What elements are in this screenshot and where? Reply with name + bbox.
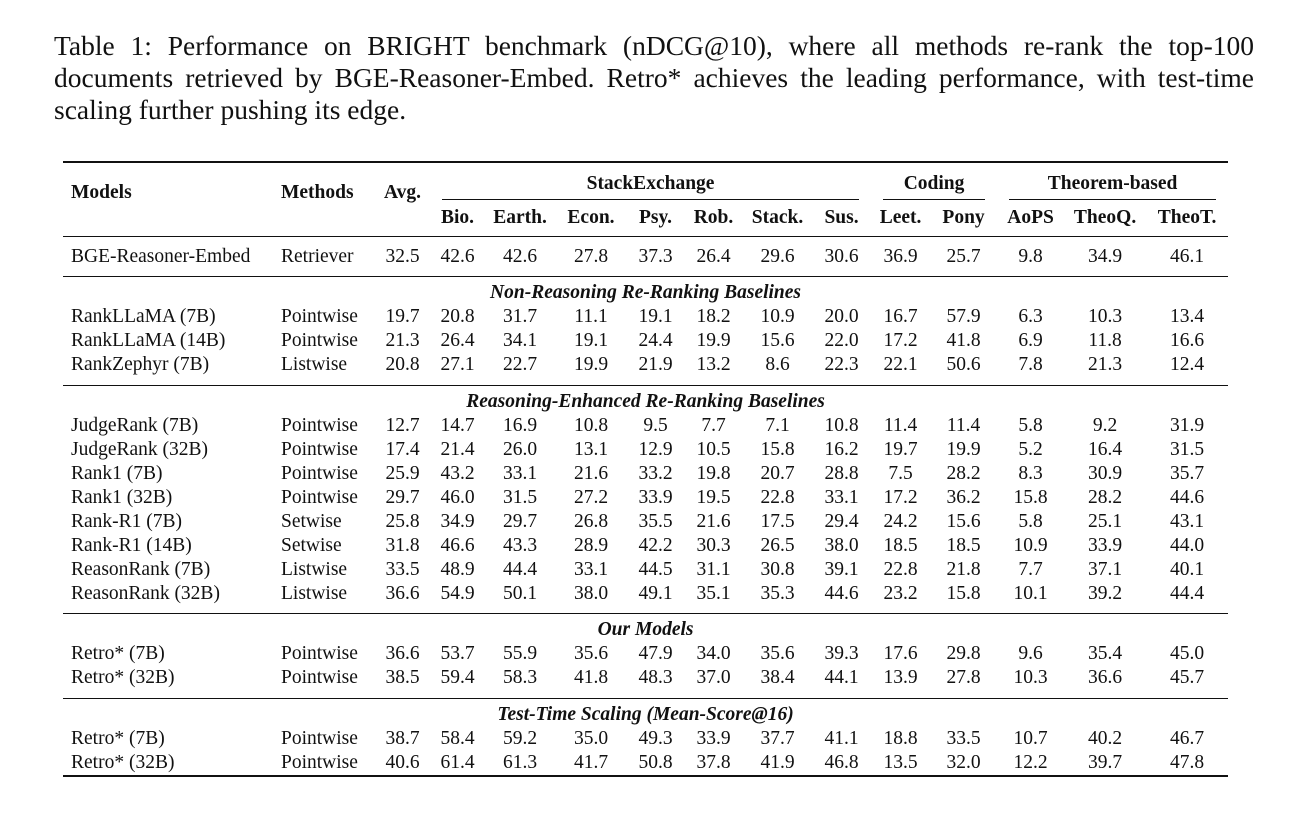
score-cell: 22.3: [824, 354, 859, 375]
score-cell: 28.9: [573, 534, 609, 556]
column-header: Pony: [942, 207, 985, 228]
score-cell: 54.9: [440, 582, 475, 604]
method-name: Pointwise: [281, 727, 358, 749]
score-cell: 29.7: [502, 510, 538, 532]
score-cell: 25.9: [385, 462, 420, 484]
score-cell: 37.8: [684, 751, 743, 776]
score-cell: 7.1: [765, 414, 790, 436]
score-cell: 40.1: [1170, 558, 1205, 580]
score-cell: 16.7: [883, 306, 918, 327]
table-row: [63, 486, 1228, 510]
score-cell: 39.2: [1088, 582, 1123, 604]
score-cell: 21.8: [946, 558, 981, 580]
score-cell: 21.6: [696, 510, 731, 532]
model-name: Retro* (32B): [63, 751, 275, 776]
score-cell: 34.1: [502, 330, 538, 351]
score-cell: 21.9: [638, 354, 673, 375]
score-cell: 21.4: [440, 438, 475, 460]
header-models: Models: [63, 162, 275, 237]
model-name: Rank-R1 (7B): [71, 510, 183, 532]
model-name: ReasonRank (7B): [71, 558, 211, 580]
score-cell: 30.3: [696, 534, 731, 556]
score-cell: 6.3: [1018, 306, 1043, 327]
score-cell: 33.1: [824, 486, 859, 508]
score-cell: 25.8: [385, 510, 420, 532]
table-caption: Table 1: Performance on BRIGHT benchmark (nDCG@10), where all methods re-rank the top-100 documents retrieved by BGE-Reasoner-Embed. Retro* achieves the leading performance, with test-time scaling further pushing its edge.: [54, 30, 1254, 125]
score-cell: 16.4: [1088, 438, 1123, 460]
score-cell: 58.4: [440, 727, 475, 749]
score-cell: 12.4: [1170, 354, 1205, 375]
header-row-groups: [63, 162, 1228, 200]
score-cell: 46.6: [440, 534, 475, 556]
score-cell: 27.8: [555, 237, 627, 277]
score-cell: 5.8: [1018, 414, 1043, 436]
score-cell: 22.1: [883, 354, 918, 375]
section-header: [63, 385, 1228, 414]
column-header: Sus.: [824, 207, 859, 228]
score-cell: 12.7: [385, 414, 420, 436]
score-cell: 42.6: [430, 237, 485, 277]
section-title: Reasoning-Enhanced Re-Ranking Baselines: [63, 385, 1228, 414]
section-header: [63, 698, 1228, 727]
score-cell: 44.5: [638, 558, 673, 580]
score-cell: 34.9: [440, 510, 475, 532]
score-cell: 43.3: [502, 534, 538, 556]
score-cell: 35.1: [696, 582, 731, 604]
results-table: [63, 161, 1228, 777]
score-cell: 25.1: [1088, 510, 1123, 532]
score-cell: 33.9: [1088, 534, 1123, 556]
score-cell: 19.1: [573, 330, 609, 351]
score-cell: 36.2: [946, 486, 981, 508]
score-cell: 42.2: [638, 534, 673, 556]
score-cell: 29.7: [385, 486, 420, 508]
score-cell: 31.5: [1170, 438, 1205, 460]
group-coding: Coding: [883, 169, 985, 200]
score-cell: 10.9: [1013, 534, 1048, 556]
score-cell: 23.2: [883, 582, 918, 604]
score-cell: 50.1: [502, 582, 538, 604]
method-name: Retriever: [275, 237, 375, 277]
score-cell: 29.6: [743, 237, 812, 277]
score-cell: 16.6: [1170, 330, 1205, 351]
column-header: Stack.: [751, 207, 804, 228]
section-spacer: [63, 690, 1228, 698]
method-name: Pointwise: [281, 306, 358, 327]
score-cell: 44.1: [824, 667, 859, 688]
section-title: Non-Reasoning Re-Ranking Baselines: [63, 277, 1228, 306]
model-name: RankZephyr (7B): [71, 354, 210, 375]
score-cell: 33.1: [573, 558, 609, 580]
score-cell: 9.2: [1092, 414, 1118, 436]
score-cell: 15.8: [760, 438, 795, 460]
score-cell: 34.9: [1064, 237, 1146, 277]
score-cell: 37.1: [1088, 558, 1123, 580]
table-row: [63, 305, 1228, 329]
score-cell: 19.5: [696, 486, 731, 508]
model-name: RankLLaMA (7B): [71, 306, 216, 327]
score-cell: 44.4: [502, 558, 538, 580]
score-cell: 17.2: [883, 330, 918, 351]
score-cell: 10.9: [760, 306, 795, 327]
score-cell: 13.4: [1170, 306, 1205, 327]
score-cell: 21.3: [1088, 354, 1123, 375]
score-cell: 17.4: [385, 438, 420, 460]
score-cell: 38.7: [385, 727, 420, 749]
score-cell: 19.8: [696, 462, 731, 484]
header-methods: Methods: [275, 162, 375, 237]
score-cell: 12.2: [997, 751, 1064, 776]
score-cell: 33.9: [696, 727, 731, 749]
score-cell: 35.3: [760, 582, 795, 604]
score-cell: 21.6: [573, 462, 609, 484]
score-cell: 9.8: [997, 237, 1064, 277]
score-cell: 32.5: [375, 237, 430, 277]
score-cell: 15.6: [946, 510, 981, 532]
score-cell: 47.9: [638, 643, 673, 664]
score-cell: 46.7: [1170, 727, 1205, 749]
column-header: Psy.: [638, 207, 673, 228]
score-cell: 41.8: [946, 330, 981, 351]
score-cell: 8.3: [1018, 462, 1043, 484]
score-cell: 49.1: [638, 582, 673, 604]
score-cell: 38.0: [573, 582, 609, 604]
score-cell: 27.2: [573, 486, 609, 508]
score-cell: 16.9: [502, 414, 538, 436]
score-cell: 11.4: [946, 414, 981, 436]
column-header: TheoT.: [1157, 207, 1217, 228]
score-cell: 38.5: [385, 667, 420, 688]
table-row: [63, 642, 1228, 666]
score-cell: 55.9: [502, 643, 538, 664]
score-cell: 19.1: [638, 306, 673, 327]
score-cell: 19.9: [573, 354, 609, 375]
score-cell: 39.3: [824, 643, 859, 664]
method-name: Pointwise: [281, 462, 358, 484]
score-cell: 44.4: [1170, 582, 1205, 604]
score-cell: 7.8: [1018, 354, 1043, 375]
score-cell: 20.0: [824, 306, 859, 327]
method-name: Listwise: [281, 354, 348, 375]
method-name: Pointwise: [281, 330, 358, 351]
table-row: [63, 751, 1228, 776]
score-cell: 40.2: [1088, 727, 1123, 749]
score-cell: 28.2: [1088, 486, 1123, 508]
score-cell: 27.1: [440, 354, 475, 375]
score-cell: 38.0: [824, 534, 859, 556]
score-cell: 13.2: [696, 354, 731, 375]
score-cell: 10.3: [1013, 667, 1048, 688]
score-cell: 47.8: [1146, 751, 1228, 776]
score-cell: 29.8: [946, 643, 981, 664]
score-cell: 26.0: [502, 438, 538, 460]
table-row: [63, 462, 1228, 486]
score-cell: 7.7: [1018, 558, 1043, 580]
table-row: [63, 438, 1228, 462]
table-row: [63, 237, 1228, 277]
method-name: Listwise: [281, 582, 348, 604]
score-cell: 41.1: [824, 727, 859, 749]
table-row: [63, 414, 1228, 438]
score-cell: 43.2: [440, 462, 475, 484]
score-cell: 36.6: [385, 643, 420, 664]
score-cell: 22.0: [824, 330, 859, 351]
group-stackexchange: StackExchange: [442, 169, 859, 200]
model-name: JudgeRank (7B): [71, 414, 199, 436]
score-cell: 19.9: [696, 330, 731, 351]
score-cell: 18.8: [883, 727, 918, 749]
section-title: Our Models: [63, 614, 1228, 643]
score-cell: 35.7: [1170, 462, 1205, 484]
score-cell: 19.7: [883, 438, 918, 460]
score-cell: 20.8: [440, 306, 475, 327]
score-cell: 6.9: [1018, 330, 1043, 351]
score-cell: 37.7: [760, 727, 795, 749]
section-spacer: [63, 606, 1228, 614]
score-cell: 27.8: [946, 667, 981, 688]
score-cell: 46.8: [812, 751, 871, 776]
model-name: Rank-R1 (14B): [71, 534, 192, 556]
score-cell: 43.1: [1170, 510, 1205, 532]
section-title: Test-Time Scaling (Mean-Score@16): [63, 698, 1228, 727]
score-cell: 33.9: [638, 486, 673, 508]
method-name: Pointwise: [281, 643, 358, 664]
score-cell: 17.2: [883, 486, 918, 508]
score-cell: 33.5: [946, 727, 981, 749]
score-cell: 59.2: [502, 727, 538, 749]
score-cell: 13.5: [871, 751, 930, 776]
score-cell: 25.7: [930, 237, 997, 277]
score-cell: 26.8: [573, 510, 609, 532]
score-cell: 24.4: [638, 330, 673, 351]
model-name: Rank1 (7B): [71, 462, 163, 484]
score-cell: 35.6: [760, 643, 795, 664]
score-cell: 7.5: [888, 462, 913, 484]
score-cell: 22.8: [883, 558, 918, 580]
section-header: [63, 277, 1228, 306]
score-cell: 20.8: [385, 354, 420, 375]
score-cell: 39.7: [1064, 751, 1146, 776]
column-header: Rob.: [693, 207, 734, 228]
column-header: AoPS: [1007, 207, 1054, 228]
score-cell: 15.6: [760, 330, 795, 351]
score-cell: 58.3: [502, 667, 538, 688]
score-cell: 35.5: [638, 510, 673, 532]
score-cell: 10.8: [573, 414, 609, 436]
model-name: Retro* (7B): [71, 643, 165, 664]
table-row: [63, 582, 1228, 606]
method-name: Pointwise: [281, 414, 358, 436]
score-cell: 45.0: [1170, 643, 1205, 664]
method-name: Setwise: [281, 510, 342, 532]
score-cell: 19.7: [385, 306, 420, 327]
score-cell: 38.4: [760, 667, 795, 688]
score-cell: 10.1: [1013, 582, 1048, 604]
score-cell: 45.7: [1170, 667, 1205, 688]
score-cell: 61.4: [430, 751, 485, 776]
score-cell: 42.6: [485, 237, 555, 277]
score-cell: 15.8: [1013, 486, 1048, 508]
score-cell: 11.4: [883, 414, 918, 436]
score-cell: 44.6: [824, 582, 859, 604]
score-cell: 18.2: [696, 306, 731, 327]
score-cell: 31.7: [502, 306, 538, 327]
score-cell: 48.3: [638, 667, 673, 688]
table-row: [63, 727, 1228, 751]
score-cell: 5.2: [1018, 438, 1043, 460]
column-header: Bio.: [440, 207, 475, 228]
score-cell: 48.9: [440, 558, 475, 580]
score-cell: 10.8: [824, 414, 859, 436]
score-cell: 36.9: [871, 237, 930, 277]
score-cell: 26.5: [760, 534, 795, 556]
method-name: Pointwise: [281, 486, 358, 508]
score-cell: 26.4: [684, 237, 743, 277]
table-row: [63, 510, 1228, 534]
score-cell: 5.8: [1018, 510, 1043, 532]
column-header: Econ.: [567, 207, 615, 228]
score-cell: 17.6: [883, 643, 918, 664]
score-cell: 7.7: [701, 414, 726, 436]
section-spacer: [63, 377, 1228, 385]
score-cell: 49.3: [638, 727, 673, 749]
table-row: [63, 558, 1228, 582]
score-cell: 10.5: [696, 438, 731, 460]
score-cell: 9.5: [643, 414, 668, 436]
score-cell: 30.9: [1088, 462, 1123, 484]
score-cell: 36.6: [385, 582, 420, 604]
score-cell: 29.4: [824, 510, 859, 532]
model-name: RankLLaMA (14B): [71, 330, 226, 351]
score-cell: 10.3: [1088, 306, 1123, 327]
method-name: Pointwise: [275, 751, 375, 776]
score-cell: 28.8: [824, 462, 859, 484]
score-cell: 31.5: [502, 486, 538, 508]
score-cell: 41.9: [743, 751, 812, 776]
score-cell: 20.7: [760, 462, 795, 484]
score-cell: 30.6: [812, 237, 871, 277]
score-cell: 26.4: [440, 330, 475, 351]
score-cell: 14.7: [440, 414, 475, 436]
score-cell: 37.0: [696, 667, 731, 688]
section-header: [63, 614, 1228, 643]
score-cell: 30.8: [760, 558, 795, 580]
score-cell: 21.3: [385, 330, 420, 351]
score-cell: 13.9: [883, 667, 918, 688]
score-cell: 10.7: [1013, 727, 1048, 749]
score-cell: 13.1: [573, 438, 609, 460]
score-cell: 19.9: [946, 438, 981, 460]
score-cell: 15.8: [946, 582, 981, 604]
method-name: Setwise: [281, 534, 342, 556]
score-cell: 61.3: [485, 751, 555, 776]
score-cell: 33.5: [385, 558, 420, 580]
model-name: JudgeRank (32B): [71, 438, 209, 460]
score-cell: 39.1: [824, 558, 859, 580]
score-cell: 33.2: [638, 462, 673, 484]
score-cell: 41.7: [555, 751, 627, 776]
score-cell: 36.6: [1088, 667, 1123, 688]
score-cell: 9.6: [1018, 643, 1043, 664]
model-name: Retro* (32B): [71, 667, 175, 688]
score-cell: 18.5: [883, 534, 918, 556]
score-cell: 28.2: [946, 462, 981, 484]
score-cell: 46.1: [1146, 237, 1228, 277]
score-cell: 41.8: [573, 667, 609, 688]
score-cell: 35.6: [573, 643, 609, 664]
score-cell: 31.8: [385, 534, 420, 556]
score-cell: 40.6: [375, 751, 430, 776]
score-cell: 44.0: [1170, 534, 1205, 556]
column-header: Leet.: [879, 207, 922, 228]
header-avg: Avg.: [375, 162, 430, 237]
score-cell: 50.6: [946, 354, 981, 375]
column-header: TheoQ.: [1073, 207, 1137, 228]
score-cell: 37.3: [627, 237, 684, 277]
method-name: Listwise: [281, 558, 348, 580]
score-cell: 57.9: [946, 306, 981, 327]
score-cell: 17.5: [760, 510, 795, 532]
score-cell: 12.9: [638, 438, 673, 460]
table-row: [63, 329, 1228, 353]
score-cell: 34.0: [696, 643, 731, 664]
score-cell: 35.0: [573, 727, 609, 749]
model-name: Retro* (7B): [71, 727, 165, 749]
score-cell: 16.2: [824, 438, 859, 460]
score-cell: 50.8: [627, 751, 684, 776]
method-name: Pointwise: [281, 438, 358, 460]
column-header: Earth.: [493, 207, 547, 228]
score-cell: 18.5: [946, 534, 981, 556]
score-cell: 44.6: [1170, 486, 1205, 508]
score-cell: 35.4: [1088, 643, 1123, 664]
score-cell: 24.2: [883, 510, 918, 532]
table-row: [63, 353, 1228, 377]
model-name: BGE-Reasoner-Embed: [63, 237, 275, 277]
score-cell: 22.7: [502, 354, 538, 375]
model-name: Rank1 (32B): [71, 486, 173, 508]
score-cell: 8.6: [765, 354, 790, 375]
score-cell: 33.1: [502, 462, 538, 484]
score-cell: 22.8: [760, 486, 795, 508]
score-cell: 31.1: [696, 558, 731, 580]
table-row: [63, 666, 1228, 690]
score-cell: 11.8: [1088, 330, 1122, 351]
score-cell: 59.4: [440, 667, 475, 688]
model-name: ReasonRank (32B): [71, 582, 220, 604]
table-row: [63, 534, 1228, 558]
group-theorem-based: Theorem-based: [1009, 169, 1216, 200]
score-cell: 11.1: [574, 306, 608, 327]
method-name: Pointwise: [281, 667, 358, 688]
score-cell: 46.0: [440, 486, 475, 508]
score-cell: 31.9: [1170, 414, 1205, 436]
score-cell: 32.0: [930, 751, 997, 776]
score-cell: 53.7: [440, 643, 475, 664]
